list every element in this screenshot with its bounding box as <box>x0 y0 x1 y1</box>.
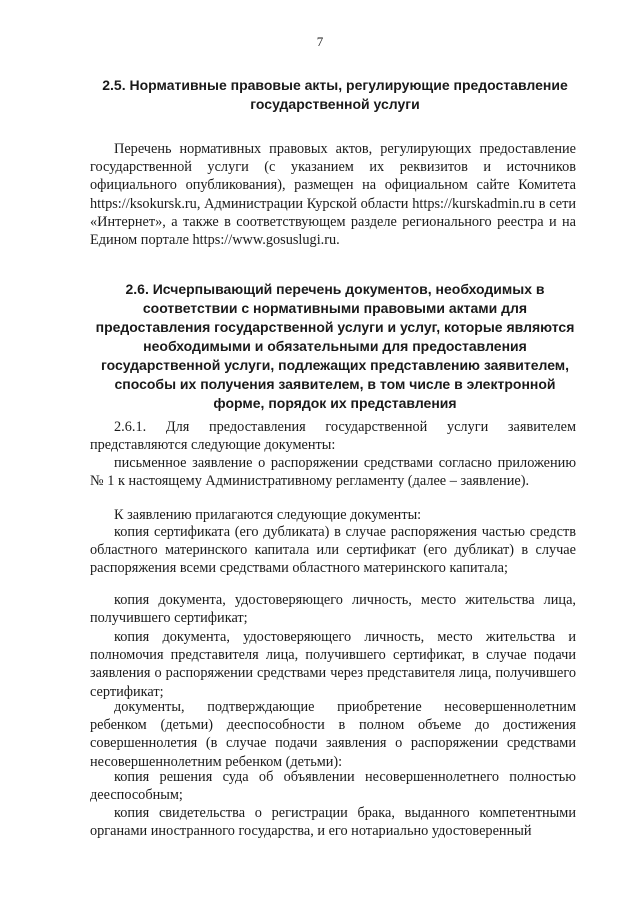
paragraph: 2.6.1. Для предоставления государственной услуги заявителем представляются следующие документы: <box>90 419 576 454</box>
paragraph: копия свидетельства о регистрации брака, выданного компетентными органами иностранного государства, и его нотариально удостоверенный <box>90 805 576 840</box>
section-2-5-title: 2.5. Нормативные правовые акты, регулирующие предоставление государственной услуги <box>102 77 568 112</box>
paragraph: копия документа, удостоверяющего личность, место жительства лица, получившего сертификат; <box>90 592 576 627</box>
paragraph: копия сертификата (его дубликата) в случае распоряжения частью средств областного материнского капитала или сертификат (его дубликат) в случае распоряжения всеми средствами областного материнского капитала; <box>90 524 576 577</box>
paragraph: документы, подтверждающие приобретение несовершеннолетним ребенком (детьми) дееспособности в полном объеме до достижения совершеннолетия (в случае подачи заявления о распоряжении средствами несовершеннолетним ребенком (детьми): <box>90 699 576 770</box>
page-number: 7 <box>316 34 324 49</box>
paragraph: копия документа, удостоверяющего личность, место жительства и полномочия представителя лица, получившего сертификат, в случае подачи заявления о распоряжении средствами через представителя лица, получившего сертификат; <box>90 629 576 700</box>
section-2-6-title: 2.6. Исчерпывающий перечень документов, необходимых в соответствии с нормативными правовыми актами для предоставления государственной услуги и услуг, которые являются необходимыми и обязательными для предоставления государственной услуги, подлежащих представлению заявителем, способы их получения заявителем, в том числе в электронной форме, порядок их представления <box>95 281 575 411</box>
paragraph: копия решения суда об объявлении несовершеннолетнего полностью дееспособным; <box>90 769 576 804</box>
paragraph: письменное заявление о распоряжении средствами согласно приложению № 1 к настоящему Административному регламенту (далее – заявление). <box>90 455 576 490</box>
paragraph: К заявлению прилагаются следующие документы: <box>114 507 422 523</box>
section-2-5-body: Перечень нормативных правовых актов, регулирующих предоставление государственной услуги (с указанием их реквизитов и источников официального опубликования), размещен на официальном сайте Комитета https://ksokursk.ru, Администрации Курской области https://kurskadmin.ru в сети «Интернет», а также в соответствующем разделе регионального реестра и на Едином портале https://www.gosuslugi.ru. <box>90 141 576 249</box>
